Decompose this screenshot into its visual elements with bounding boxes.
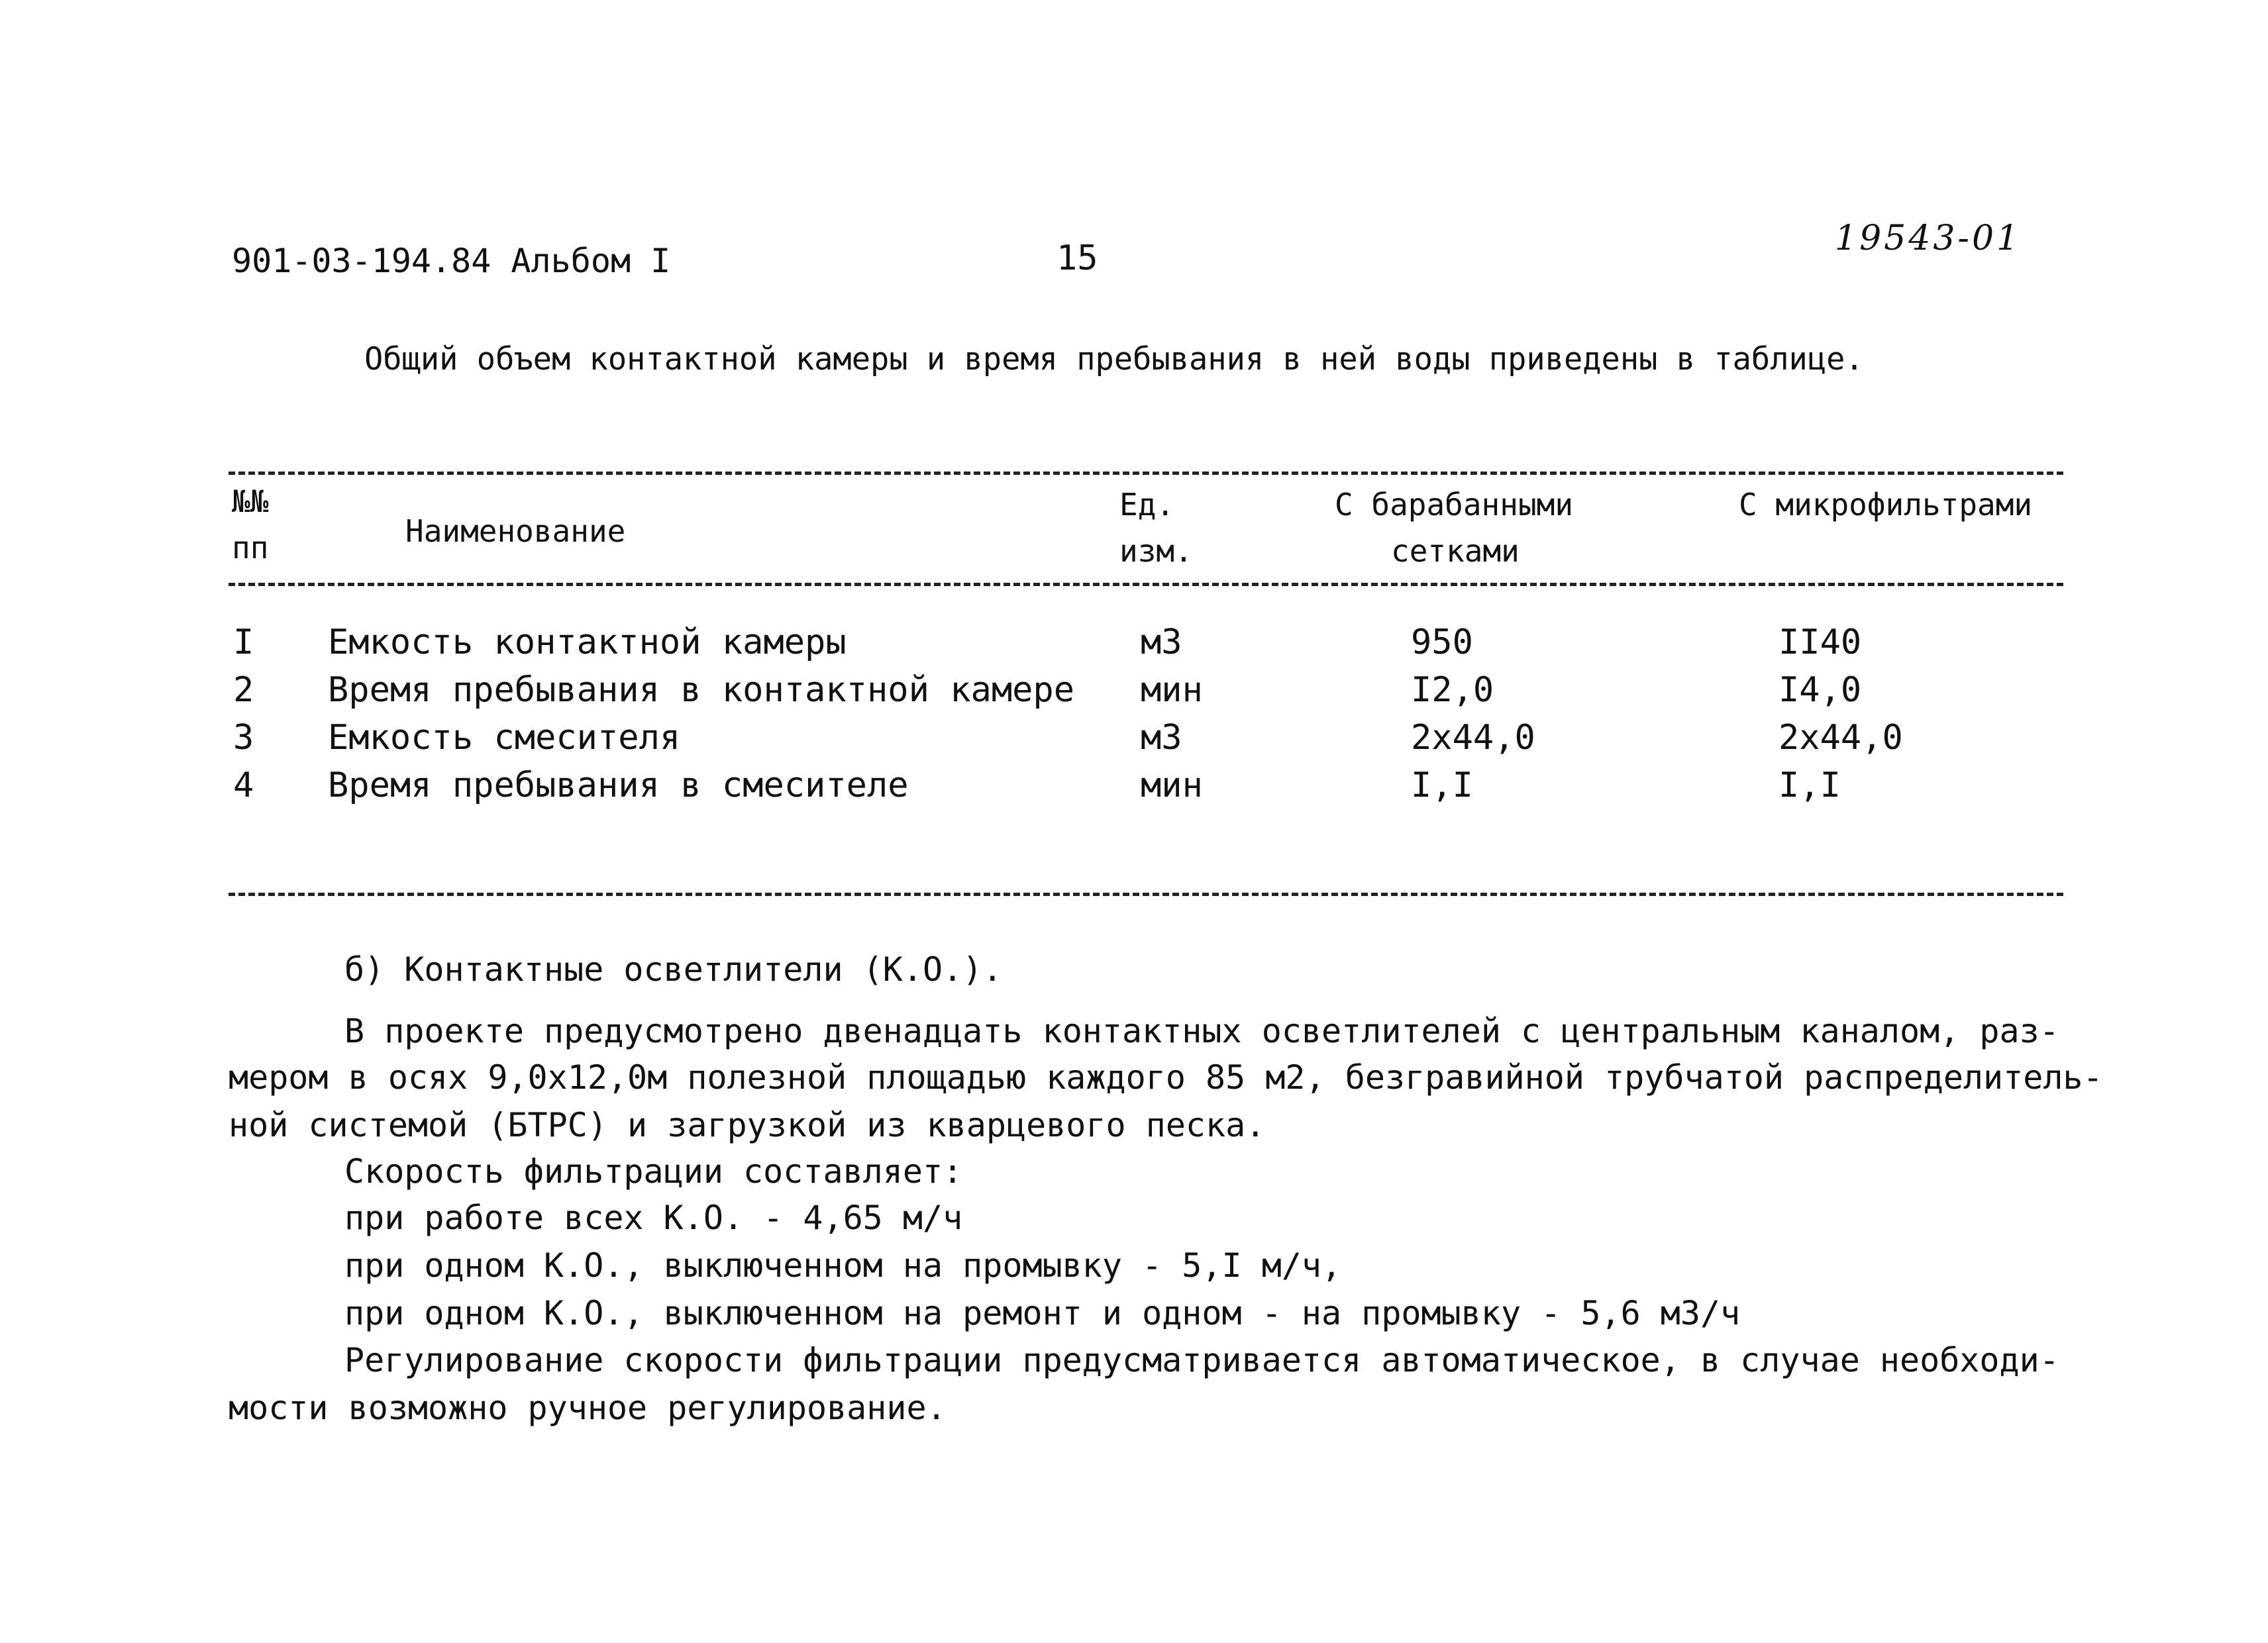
col-drum-header-line1: С барабанными	[1335, 487, 1574, 523]
row-drum-value: 950	[1411, 622, 1473, 662]
document-code: 901-03-194.84 Альбом I	[232, 242, 671, 280]
paragraph-line: мером в осях 9,0х12,0м полезной площадью каждого 85 м2, безгравийной трубчатой распределитель-	[229, 1058, 2103, 1097]
section-title: б) Контактные осветлители (К.О.).	[344, 950, 1003, 989]
col-unit-header-line2: изм.	[1119, 533, 1193, 569]
col-unit-header-line1: Ед.	[1119, 487, 1175, 523]
row-micro-value: I4,0	[1778, 670, 1862, 710]
row-micro-value: II40	[1778, 622, 1862, 662]
row-name: Время пребывания в контактной камере	[328, 670, 1075, 710]
row-num: 2	[233, 670, 254, 710]
speed-line: при работе всех К.О. - 4,65 м/ч	[344, 1199, 963, 1237]
table-bottom-rule	[229, 893, 2063, 896]
row-num: I	[233, 622, 254, 662]
row-num: 4	[233, 766, 254, 805]
row-name: Время пребывания в смесителе	[328, 766, 909, 805]
row-num: 3	[233, 718, 254, 758]
paragraph-line: В проекте предусмотрено двенадцать контактных осветлителей с центральным каналом, раз-	[344, 1012, 2059, 1050]
table-header-rule	[229, 583, 2063, 586]
col-num-header-line1: №№	[232, 483, 269, 519]
col-drum-header-line2: сетками	[1391, 533, 1520, 569]
row-micro-value: 2х44,0	[1778, 718, 1903, 758]
paragraph-line: мости возможно ручное регулирование.	[229, 1389, 947, 1427]
col-num-header-line2: пп	[232, 530, 269, 566]
row-unit: м3	[1141, 718, 1182, 758]
row-drum-value: I,I	[1411, 766, 1473, 805]
paragraph-line: ной системой (БТРС) и загрузкой из кварцевого песка.	[229, 1106, 1266, 1144]
paragraph-line: Регулирование скорости фильтрации предусматривается автоматическое, в случае необходи-	[344, 1341, 2059, 1379]
row-name: Емкость смесителя	[328, 718, 681, 758]
speed-line: при одном К.О., выключенном на ремонт и одном - на промывку - 5,6 м3/ч	[344, 1294, 1741, 1332]
speed-line: при одном К.О., выключенном на промывку - 5,I м/ч,	[344, 1246, 1342, 1285]
page-number: 15	[1057, 238, 1098, 278]
row-micro-value: I,I	[1778, 766, 1841, 805]
row-name: Емкость контактной камеры	[328, 622, 847, 662]
speed-title: Скорость фильтрации составляет:	[344, 1152, 963, 1191]
inventory-number: 19543-01	[1835, 219, 2022, 258]
col-name-header: Наименование	[405, 513, 626, 549]
row-unit: мин	[1141, 766, 1203, 805]
row-drum-value: I2,0	[1411, 670, 1494, 710]
col-micro-header: С микрофильтрами	[1739, 487, 2033, 523]
row-unit: мин	[1141, 670, 1203, 710]
row-unit: м3	[1141, 622, 1182, 662]
intro-text: Общий объем контактной камеры и время пребывания в ней воды приведены в таблице.	[364, 341, 1864, 377]
table-top-rule	[229, 472, 2063, 475]
row-drum-value: 2х44,0	[1411, 718, 1535, 758]
